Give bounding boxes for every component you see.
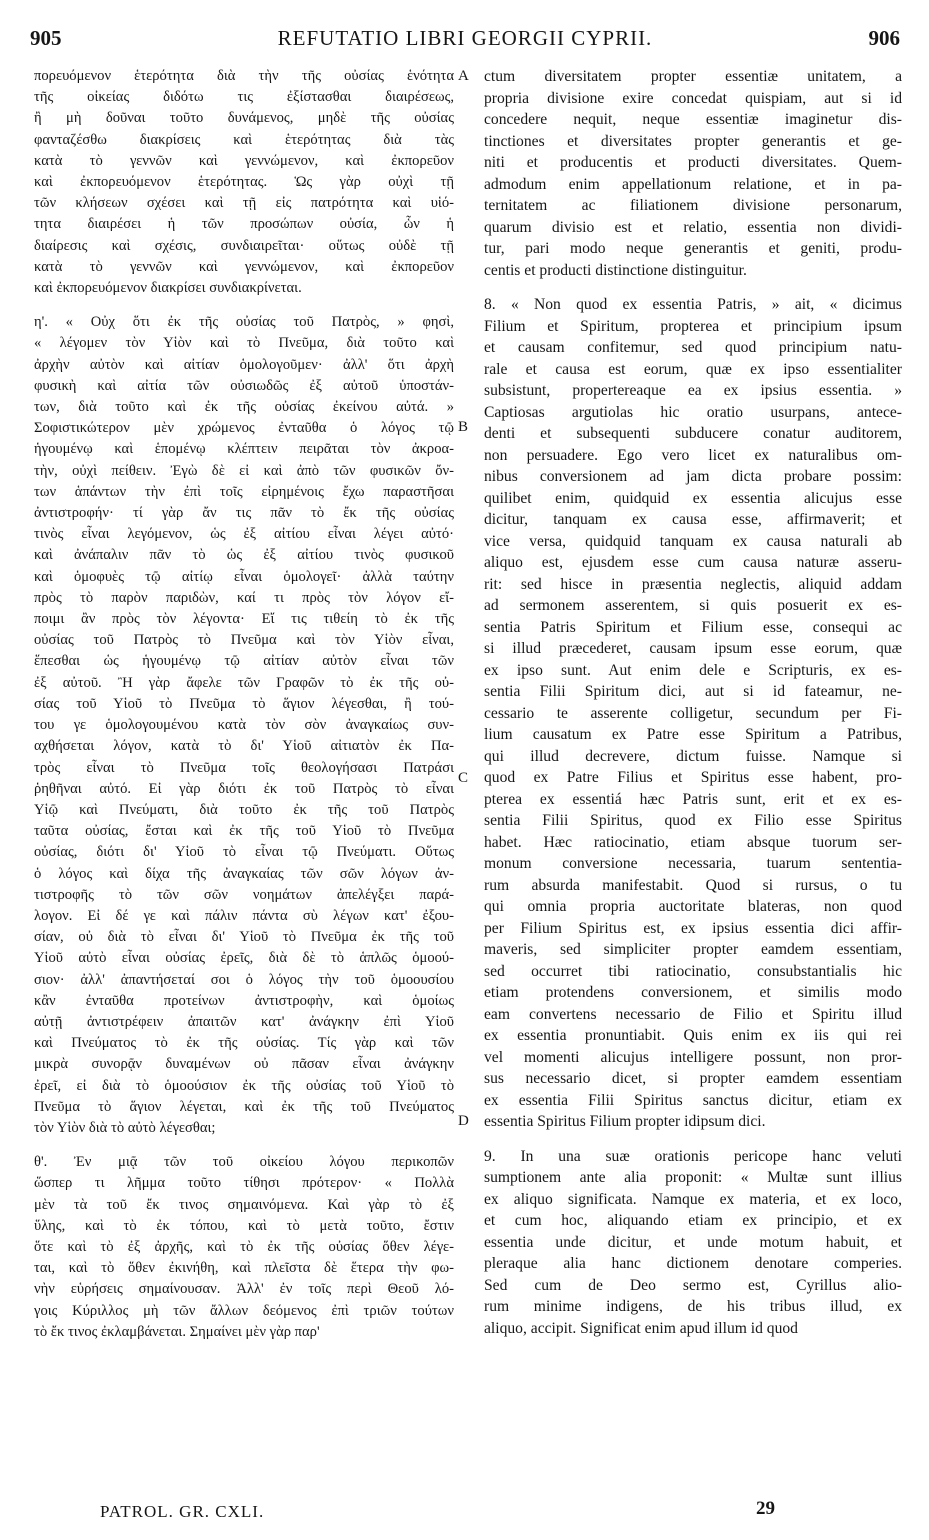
text-line: Υἱοῦ αὐτὸ εἶναι οὐσίας ἐρεῖς, διὰ δὲ τὸ ἁπλῶς ὁμοού-: [34, 950, 454, 967]
text-line: ῥηθῆναι αὐτό. Εἰ γὰρ διότι ἐκ τοῦ Πατρὸς τὸ εἶναι: [34, 780, 454, 797]
text-line: et cum hoc, aliquando etiam ex principio, et ex: [484, 1212, 902, 1229]
margin-letter-b: B: [458, 419, 469, 435]
text-line: ad sermonem asserentem, si quis posuerit ex es-: [484, 597, 902, 614]
text-line: ternitatem ac filiationem divisione personarum,: [484, 197, 902, 214]
text-line: διαίρεσις καὶ σχέσις, συνδιαιρεῖται· οὕτως οὐδὲ τῇ: [34, 237, 454, 254]
text-line: eam convertens necessario de Filio et Spiritu illud: [484, 1005, 902, 1023]
text-line: ἕπεσθαι ὡς ἡγουμένῳ τῷ αἰτίαν αὐτὸν εἶναι τῶν: [34, 653, 454, 670]
text-line: φανταζέσθω διακρίσεις καὶ ἑτερότητας διὰ τὰς: [34, 131, 454, 148]
text-line: των, διὰ τοῦτο καὶ ἐκ τῆς οὐσίας ἐκείνου αὐτά. »: [34, 399, 454, 416]
text-line: φυσικὴ καὶ αἰτία τῶν οὐσιωδῶς ἐξ αὐτοῦ ὑποστάν-: [34, 377, 454, 394]
page-header: [30, 26, 900, 60]
text-line: 8. « Non quod ex essentia Patris, » ait, « dicimus: [484, 296, 902, 313]
text-line: aliquo, accipit. Significat enim apud illum id quod: [484, 1319, 798, 1337]
text-line: οὐσίας τοῦ Πατρὸς τὸ Πνεῦμα καὶ τὸν Υἱὸν εἶναι,: [34, 632, 454, 649]
text-line: τῶν κλήσεων σχέσει καὶ τῇ εἰς πατρότητα καὶ υἱό-: [34, 195, 454, 212]
text-line: rum minime indigens, de his tribus illud, ex: [484, 1298, 902, 1315]
text-line: sentia Filii Spiritum dici, aut si id fateamur, ne-: [484, 683, 902, 700]
text-line: habet. Hæc ratiocinatio, etiam absque tuorum ser-: [484, 833, 902, 851]
text-line: quod ex Patre Filius et Spiritus esse habent, pro-: [484, 769, 902, 786]
text-line: ὅτε καὶ τὸ ἐξ ἀρχῆς, καὶ τὸ ἐκ τῆς οὐσίας ὅθεν λέγε-: [34, 1238, 454, 1255]
text-line: ἀρχὴν αὐτὸν καὶ αἰτίαν ὁμολογοῦμεν· ἀλλ' ὅτι ἀρχὴ: [34, 356, 454, 373]
text-line: et causam confitemur, sed quod principium natu-: [484, 339, 902, 356]
text-line: των ἁπάντων τὴν ἐπὶ τοῖς εἰρημένοις ἔχω παραστῆσαι: [34, 483, 454, 500]
text-line: τητα διαιρέσει ἡ τῶν προσώπων οὐσία, ὧν ἡ: [34, 216, 454, 233]
paragraph: [484, 66, 902, 281]
text-line: Πνεῦμα τὸ ἅγιον λέγεται, καὶ ἐκ τῆς τοῦ Πνεύματος: [34, 1098, 454, 1115]
text-line: ἐρεῖ, εἰ διὰ τὸ ὁμοούσιον ἐκ τῆς οὐσίας τοῦ Υἱοῦ τὸ: [34, 1077, 454, 1094]
text-line: ex essentia pronuntiabit. Quis enim ex iis qui rei: [484, 1027, 902, 1044]
text-line: καὶ Πνεύματος τὸ ἐκ τῆς οὐσίας. Τίς γὰρ καὶ τῶν: [34, 1035, 454, 1052]
text-line: etiam protendens conversionem, et similis modo: [484, 984, 902, 1001]
text-line: μικρὰ συνορᾷν δυναμένων οὐ πᾶσαν εἶναι ἀνάγκην: [34, 1056, 454, 1073]
text-line: sentia Patris Spiritum et Filium esse, consequi ac: [484, 618, 902, 636]
text-line: sus necessario dicet, si propter eamdem essentiam: [484, 1070, 902, 1087]
paragraph-gap: [34, 1139, 454, 1152]
text-line: ἐξ αὐτοῦ. Ἢ γὰρ ἄφελε τῶν Γραφῶν τὸ ἐκ τῆς οὐ-: [34, 674, 454, 691]
text-line: ex essentia Filii Spiritus sanctus dicitur, etiam ex: [484, 1091, 902, 1109]
text-line: non persuadere. Ego vero licet ex naturalibus om-: [484, 446, 902, 464]
margin-letter-d: D: [458, 1113, 469, 1129]
paragraph-gap: [484, 281, 902, 294]
paragraph-gap: [484, 1133, 902, 1146]
text-line: lium causatum ex Patre esse Spiritum a Patribus,: [484, 726, 902, 743]
text-line: per Filium Spiritus est, ex ipsius essentia dici affir-: [484, 919, 902, 937]
text-line: vel momenti alicujus intelligere possunt, non pror-: [484, 1048, 902, 1066]
footer-volume: PATROL. GR. CXLI.: [100, 1502, 265, 1521]
text-line: λογον. Εἰ δέ γε καὶ πάλιν πάντα σὺ λέγων κατ' ἐξου-: [34, 907, 454, 924]
running-title: REFUTATIO LIBRI GEORGII CYPRII.: [277, 26, 653, 50]
text-line: τινὸς εἶναι λεγόμενον, ὡς ἐξ αἰτίου εἶναι λέγει αὐτό·: [34, 526, 454, 543]
text-line: rit: sed hisce in præsentia neglectis, aliquid addam: [484, 575, 902, 593]
text-line: aliquo est, ejusdem esse cum causa naturæ asseru-: [484, 554, 902, 571]
text-line: qui illud decrevere, dictum fuisse. Namque si: [484, 747, 902, 765]
paragraph: [484, 294, 902, 1133]
text-line: si illud præcederet, causam ipsum esse eorum, quæ: [484, 640, 902, 657]
text-line: ἀντιστροφήν· τί γὰρ ἄν τις πᾶν τὸ ἔκ τῆς οὐσίας: [34, 505, 454, 522]
text-line: Captiosas argutiolas hic oratio usurpans, antece-: [484, 403, 902, 421]
text-line: νὴν εὑρήσεις σημαίνουσαν. Ἀλλ' ἐν τοῖς περὶ Θεοῦ λό-: [34, 1281, 454, 1298]
text-line: πορευόμενον ἑτερότητα διὰ τὴν τῆς οὐσίας ἑνότητα: [34, 68, 454, 84]
text-line: tur, pari modo neque generantis et geniti, produ-: [484, 240, 902, 257]
text-line: ὁ λόγος καὶ δίχα τῆς ἀναγκαίας τῶν σῶν λόγων ἀν-: [34, 865, 454, 882]
text-line: vice versa, quidquid tanquam ex causa naturali ab: [484, 532, 902, 550]
text-line: θ'. Ἐν μιᾷ τῶν τοῦ οἰκείου λόγου περικοπῶν: [34, 1154, 454, 1171]
text-line: καὶ ἀνάπαλιν πᾶν τὸ ὡς ἐξ αἰτίου τινὸς φυσικοῦ: [34, 547, 454, 564]
text-line: Sed cum de Deo sermo est, Cyrillus alio-: [484, 1276, 902, 1294]
paragraph: [34, 312, 454, 1139]
text-line: propria divisione exire concedat quispiam, aut si id: [484, 89, 902, 107]
text-line: dicitur, tanquam ex causa esse, affirmaverit; et: [484, 511, 902, 528]
text-line: sed occurret tibi ratiocinatio, consubstantialis hic: [484, 962, 902, 980]
text-line: qui omnia propria auctoritate blateras, non quod: [484, 898, 902, 915]
text-line: γοις Κύριλλος μὴ τῶν ἄλλων δεόμενος ἐπὶ τριῶν τούτων: [34, 1302, 454, 1319]
paragraph: [484, 1146, 902, 1340]
text-line: μὲν τὰ τοῦ ἔκ τινος σημαινόμενα. Καὶ γὰρ τὸ ἐξ: [34, 1196, 454, 1213]
text-line: essentia unde dicitur, et unde motum habuit, et: [484, 1233, 902, 1251]
text-line: οὐσίας, διότι δι' Υἱοῦ τὸ εἶναι τῷ Πνεύματι. Οὕτως: [34, 844, 454, 861]
text-line: κατὰ τὸ γεννῶν καὶ γεννώμενον, καὶ ἐκπορεῦον: [34, 258, 454, 275]
latin-column: [484, 66, 902, 1339]
text-line: ἢ μὴ δοῦναι τοῦτο δυνάμενος, μηδὲ τῆς οὐσίας: [34, 110, 454, 127]
text-line: ὥσπερ τι λῆμμα τοῦτο τίθησι πρότερον· « Πολλὰ: [34, 1175, 454, 1192]
greek-column: [34, 66, 454, 1343]
text-line: τὸ ἔκ τινος ἐκλαμβάνεται. Σημαίνει μὲν γὰρ παρ': [34, 1323, 320, 1340]
text-line: κἂν ἐνταῦθα προτείνων ἀντιστροφὴν, καὶ ὁμοίως: [34, 992, 454, 1009]
paragraph-gap: [34, 299, 454, 312]
paragraph: [34, 66, 454, 299]
text-line: ταῦτα οὐσίας, ἔσται καὶ ἐκ τῆς τοῦ Υἱοῦ τὸ Πνεῦμα: [34, 823, 454, 840]
text-line: πρὸς τὸ παρὸν παριδὼν, καί τι πρὸς τὸν λόγον εἴ-: [34, 589, 454, 606]
text-line: τρὸς εἶναι τὸ Πνεῦμα τοῖς θεολογήσασι Πατράσι: [34, 759, 454, 776]
paragraph: [34, 1152, 454, 1343]
text-line: καὶ ἐκπορευόμενον διακρίσει συνδιακρίνεται.: [34, 280, 302, 297]
margin-letter-c: C: [458, 770, 469, 786]
text-line: τὴν, οὐχὶ πείθειν. Ἐγὼ δὲ εἰ καὶ ἀπὸ τῶν φυσικῶν ὄν-: [34, 462, 454, 479]
column-number-right: 906: [868, 26, 900, 50]
column-number-left: 905: [30, 26, 62, 50]
text-line: Υἱῷ καὶ Πνεύματι, διὰ τοῦτο ἐκ τῆς τοῦ Πατρὸς: [34, 801, 454, 818]
text-line: sumptionem ante alia proponit: « Multæ sunt illius: [484, 1169, 902, 1186]
text-line: quarum divisio est et relatio, essentia non dividi-: [484, 218, 902, 236]
text-line: ex ipso sunt. Aut enim dele e Scripturis, ex es-: [484, 661, 902, 679]
text-line: denti et subsequenti subducere conatur auditorem,: [484, 425, 902, 442]
text-line: ὕλης, καὶ τὸ ἐκ τόπου, καὶ τὸ μετὰ τοῦτο, ἔστιν: [34, 1217, 454, 1234]
text-line: monum conversione necessaria, tuarum sententia-: [484, 855, 902, 872]
text-line: sentia Filii Spiritus, quod ex Filio esse Spiritus: [484, 812, 902, 829]
text-line: rum absurda manifestabit. Quod si rursus, o tu: [484, 876, 902, 894]
text-line: quilibet enim, quidquid ex essentia alicujus esse: [484, 489, 902, 507]
text-line: tinctiones et diversitates propter generantis et ge-: [484, 132, 902, 150]
text-line: rale et causa est eorum, quæ ex ipso essentialiter: [484, 360, 902, 378]
text-line: ται, καὶ τὸ ὅθεν ἐκινήθη, καὶ πλεῖστα δὲ ἕτερα τὴν φω-: [34, 1260, 454, 1277]
text-line: αχθήσεται λόγον, κατὰ τὸ δι' Υἱοῦ αἰτιατὸν ἐκ Πα-: [34, 738, 454, 755]
text-line: pleraque alia hanc dictionem denotare comperies.: [484, 1255, 902, 1272]
text-line: σίας τοῦ Υἱοῦ τὸ Πνεῦμα τὸ ἅγιον λέγεσθαι, ἢ τού-: [34, 695, 454, 712]
text-line: κατὰ τὸ γεννῶν καὶ γεννώμενον, καὶ ἐκπορεῦον: [34, 152, 454, 169]
text-line: του γε ὁμολογουμένου κατὰ τὸν σὸν ἀναγκαίως συν-: [34, 717, 454, 734]
text-line: subsistunt, propertereaque ea ex ipsius essentia. »: [484, 382, 902, 399]
text-line: σιον· ἀλλ' ἀπαντήσεταί σοι ὁ λόγος τὴν τοῦ ὁμοουσίου: [34, 971, 454, 988]
text-line: essentia Spiritus Filium propter idipsum dici.: [484, 1113, 766, 1130]
text-line: ἡγουμένῳ καὶ ἑπομένῳ κλέπτειν πειρᾶται τὸν ἀκροα-: [34, 441, 454, 458]
text-line: η'. « Οὐχ ὅτι ἐκ τῆς οὐσίας τοῦ Πατρὸς, » φησὶ,: [34, 314, 454, 331]
margin-letter-a: A: [458, 68, 469, 84]
text-line: Σοφιστικώτερον μὲν χρώμενος ἐνταῦθα ὁ λόγος τῷ: [34, 420, 454, 437]
text-line: « λέγομεν τὸν Υἱὸν καὶ τὸ Πνεῦμα, διὰ τοῦτο καὶ: [34, 335, 454, 352]
text-line: σίαν, οὐ διὰ τὸ εἶναι δι' Υἱοῦ τὸ Πνεῦμα ἐκ τῆς τοῦ: [34, 929, 454, 946]
text-line: niti et producentis et producti diversitates. Quem-: [484, 154, 902, 171]
text-line: maveris, sed simpliciter propter eamdem essentiam,: [484, 941, 902, 958]
footer-signature: 29: [756, 1498, 775, 1519]
text-line: 9. In una suæ orationis pericope hanc veluti: [484, 1147, 902, 1165]
text-line: nibus conversionem ad jam dicta probare possim:: [484, 468, 902, 485]
text-line: ex aliquo significata. Namque ex materia, et ex loco,: [484, 1190, 902, 1208]
text-line: αὐτῇ ἀντιστρέφειν ἀπαιτῶν κατ' ἀνάγκην ἐπὶ Υἱοῦ: [34, 1013, 454, 1030]
text-line: pterea ex essentiá hæc Patris sunt, erit et ex es-: [484, 790, 902, 808]
text-line: τὸν Υἱὸν διὰ τὸ αὐτὸ λέγεσθαι;: [34, 1119, 216, 1136]
text-line: centis et producti distinctione distinguitur.: [484, 261, 747, 279]
text-line: τῆς οἰκείας διδότω τις ἐξίστασθαι διαιρέσεως,: [34, 89, 454, 106]
text-line: καὶ ὁμοφυὲς τῷ αἰτίῳ εἶναι ὁμολογεῖ· ἀλλὰ ταύτην: [34, 568, 454, 585]
text-line: τιστροφῆς τὸ τῶν σῶν νοημάτων ἀπελέγξει παρά-: [34, 886, 454, 903]
text-line: ctum diversitatem propter essentiæ unitatem, a: [484, 68, 902, 85]
text-line: admodum enim appellationum relatione, et in pa-: [484, 175, 902, 193]
text-line: concedere nequit, neque essentiæ imaginetur dis-: [484, 111, 902, 128]
text-line: cessario te asserente colligetur, secundum per Fi-: [484, 704, 902, 722]
text-line: ποιμι ἂν πρὸς τὸν λέγοντα· Εἴ τις τιθείη τὸ ἐκ τῆς: [34, 611, 454, 628]
text-line: καὶ ἐκπορευόμενον ἑτερότητας. Ὡς γὰρ οὐχὶ τῇ: [34, 174, 454, 191]
text-line: Filium et Spiritum, propterea et principium ipsum: [484, 317, 902, 335]
